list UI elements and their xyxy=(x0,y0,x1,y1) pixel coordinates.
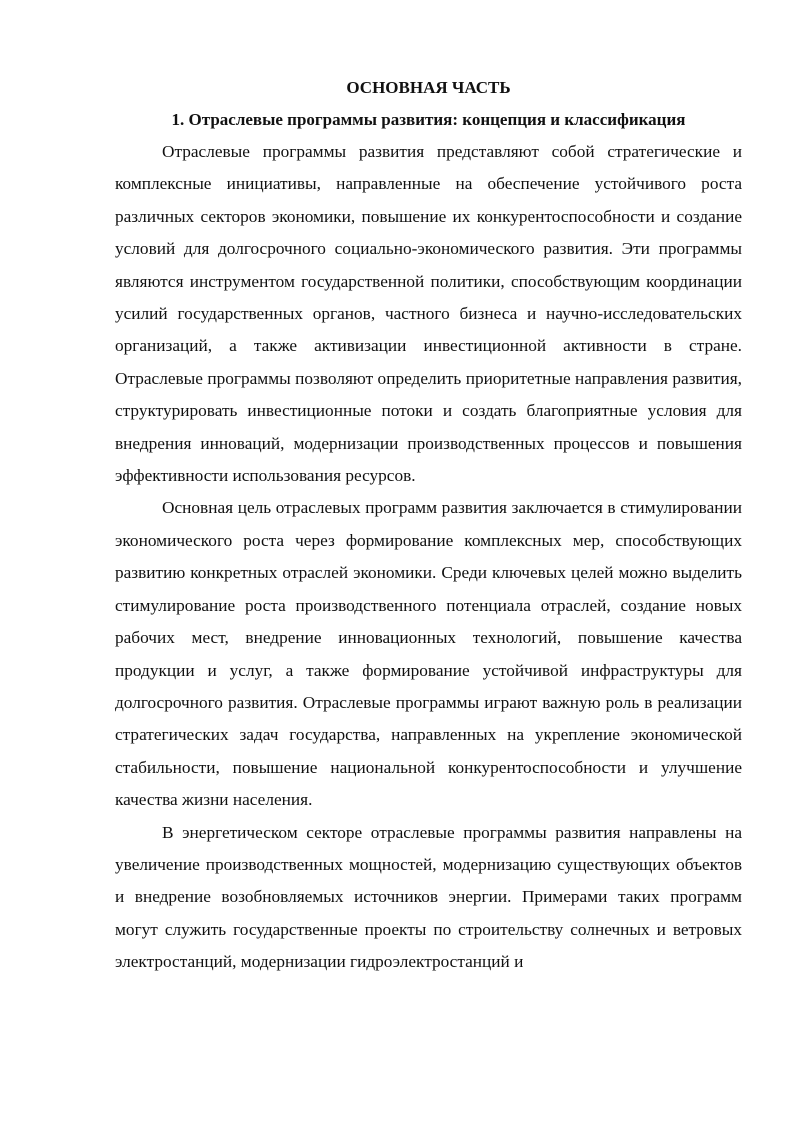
document-body xyxy=(115,74,742,979)
section-title: ОСНОВНАЯ ЧАСТЬ xyxy=(346,78,511,97)
paragraph: Отраслевые программы развития представляют собой стратегические и комплексные инициативы, направленные на обеспечение устойчивого роста различных секторов экономики, повышение их конкурентоспособности и создание условий для долгосрочного социально-экономического развития. Эти программы являются инструментом государственной политики, способствующим координации усилий государственных органов, частного бизнеса и научно-исследовательских организаций, а также активизации инвестиционной активности в стране. Отраслевые программы позволяют определить приоритетные направления развития, структурировать инвестиционные потоки и создать благоприятные условия для внедрения инноваций, модернизации производственных процессов и повышения эффективности использования ресурсов. xyxy=(115,142,742,486)
paragraph: Основная цель отраслевых программ развития заключается в стимулировании экономического роста через формирование комплексных мер, способствующих развитию конкретных отраслей экономики. Среди ключевых целей можно выделить стимулирование роста производственного потенциала отраслей, создание новых рабочих мест, внедрение инновационных технологий, повышение качества продукции и услуг, а также формирование устойчивой инфраструктуры для долгосрочного развития. Отраслевые программы играют важную роль в реализации стратегических задач государства, направленных на укрепление экономической стабильности, повышение национальной конкурентоспособности и улучшение качества жизни населения. xyxy=(115,498,742,810)
subsection-title: 1. Отраслевые программы развития: концепция и классификация xyxy=(171,110,686,129)
paragraph: В энергетическом секторе отраслевые программы развития направлены на увеличение производственных мощностей, модернизацию существующих объектов и внедрение возобновляемых источников энергии. Примерами таких программ могут служить государственные проекты по строительству солнечных и ветровых электростанций, модернизации гидроэлектростанций и xyxy=(115,822,742,972)
